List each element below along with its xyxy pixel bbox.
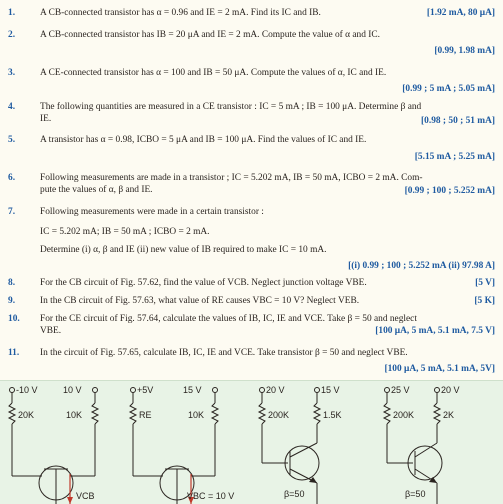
fig63-r1: RE [139,410,152,420]
figure-57-65-circuit [375,381,503,504]
problem-text: A CE-connected transistor has α = 100 and IB = 50 μA. Compute the values of α, IC and IE. [40,68,387,78]
fig64-beta: β=50 [284,489,305,499]
fig65-v1: 25 V [391,385,410,395]
problem-number: 3. [8,68,16,78]
fig63-r2: 10K [188,410,205,420]
fig65-r2: 2K [443,410,455,420]
fig62-v1: -10 V [16,385,38,395]
figure-57-62-circuit [0,381,125,504]
problem-number: 2. [8,30,16,40]
problem-text: Determine (i) α, β and IE (ii) new value of IB required to make IC = 10 mA. [40,245,327,255]
problem-text: VBE. [40,326,62,336]
fig63-v2: 15 V [183,385,202,395]
problem-answer: [0.98 ; 50 ; 51 mA] [421,116,495,126]
fig65-v2: 20 V [441,385,460,395]
figures-strip [0,380,503,504]
problem-text: pute the values of α, β and IE. [40,185,153,195]
problem-number: 6. [8,173,16,183]
fig62-r1: 20K [18,410,35,420]
problem-answer: [5.15 mA ; 5.25 mA] [414,152,495,162]
problem-answer: [5 V] [475,278,495,288]
problem-text: Following measurements were made in a certain transistor : [40,207,264,217]
problem-number: 4. [8,102,16,112]
figure-57-64-circuit [250,381,375,504]
problem-text: In the CB circuit of Fig. 57.63, what value of RE causes VBC = 10 V? Neglect VEB. [40,296,360,306]
problem-number: 11. [8,348,20,358]
problem-text: IE. [40,114,52,124]
fig64-v2: 15 V [321,385,340,395]
fig64-v1: 20 V [266,385,285,395]
fig65-r1: 200K [393,410,415,420]
fig63-v1: +5V [137,385,154,395]
fig62-v2: 10 V [63,385,82,395]
problem-answer: [0.99 ; 100 ; 5.252 mA] [404,186,495,196]
figure-57-63-circuit [125,381,250,504]
problem-number: 8. [8,278,16,288]
fig64-r2: 1.5K [323,410,342,420]
problem-text: In the circuit of Fig. 57.65, calculate IB, IC, IE and VCE. Take transistor β = 50 and neglect VBE. [40,348,408,358]
fig63-out: VBC = 10 V [187,491,235,501]
problem-text: A CB-connected transistor has α = 0.96 and IE = 2 mA. Find its IC and IB. [40,8,321,18]
fig62-r2: 10K [66,410,83,420]
problem-answer: [100 μA, 5 mA, 5.1 mA, 5V] [384,364,495,374]
problem-answer: [1.92 mA, 80 μA] [426,8,495,18]
fig62-out: VCB [76,491,95,501]
problem-text: For the CE circuit of Fig. 57.64, calculate the values of IB, IC, IE and VCE. Take β = 50 and neglect [40,314,417,324]
problem-text: IC = 5.202 mA; IB = 50 mA ; ICBO = 2 mA. [40,227,210,237]
problem-number: 7. [8,207,16,217]
problem-number: 5. [8,135,16,145]
problem-answer: [0.99, 1.98 mA] [434,46,495,56]
problem-text: A transistor has α = 0.98, ICBO = 5 μA and IB = 100 μA. Find the values of IC and IE. [40,135,367,145]
problem-answer: [5 K] [474,296,495,306]
fig65-beta: β=50 [405,489,426,499]
problem-answer: [0.99 ; 5 mA ; 5.05 mA] [402,84,495,94]
problem-answer: [(i) 0.99 ; 100 ; 5.252 mA (ii) 97.98 A] [348,261,495,271]
problem-answer: [100 μA, 5 mA, 5.1 mA, 7.5 V] [375,326,495,336]
problem-number: 1. [8,8,16,18]
problem-text: A CB-connected transistor has IB = 20 μA and IE = 2 mA. Compute the value of α and IC. [40,30,380,40]
problem-text: For the CB circuit of Fig. 57.62, find the value of VCB. Neglect junction voltage VBE. [40,278,367,288]
problem-text: The following quantities are measured in a CE transistor : IC = 5 mA ; IB = 100 μA. Determine β and [40,102,422,112]
problem-number: 9. [8,296,16,306]
problem-number: 10. [8,314,20,324]
problem-text: Following measurements are made in a transistor ; IC = 5.202 mA, IB = 50 mA, ICBO = 2 mA. Com- [40,173,423,183]
fig64-r1: 200K [268,410,290,420]
